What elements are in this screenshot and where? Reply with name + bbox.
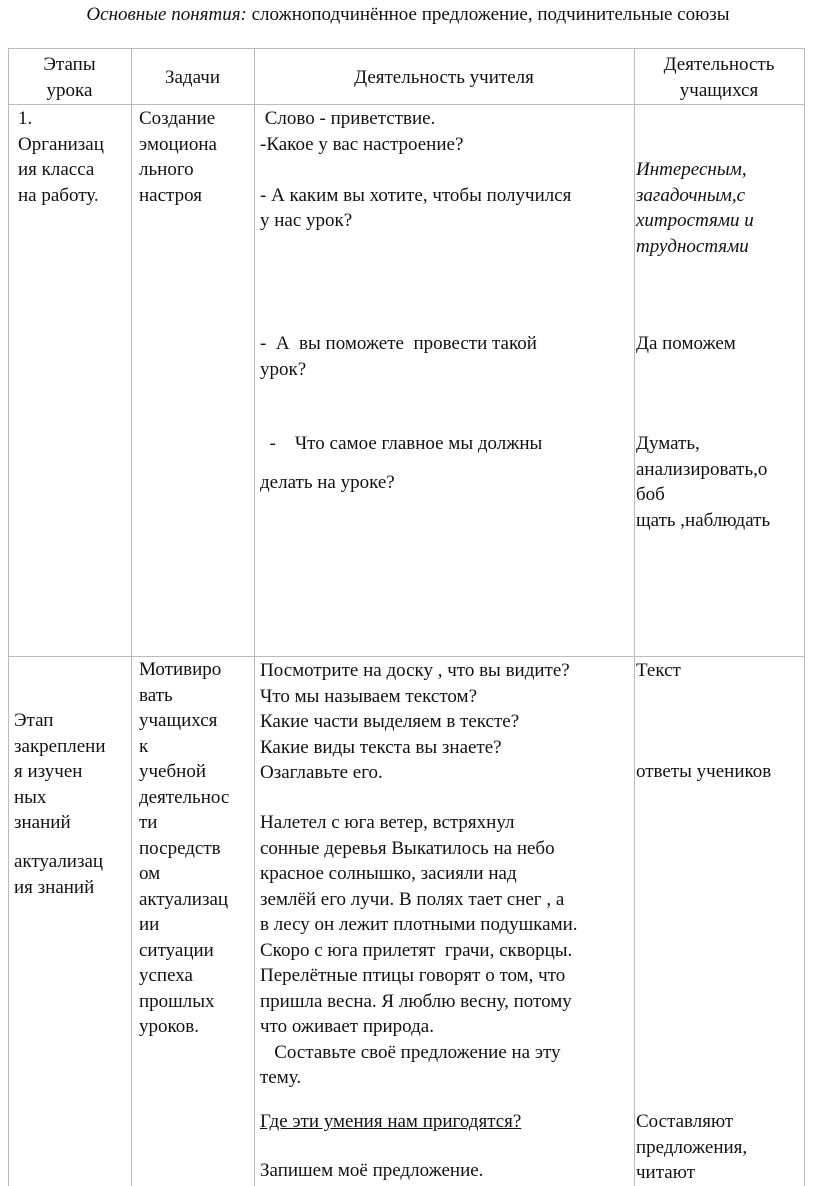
text-line: - А вы поможете провести такой bbox=[260, 333, 537, 354]
text-line: эмоциона bbox=[139, 133, 217, 155]
header-line: Этапы bbox=[43, 54, 96, 75]
text-line: прошлых bbox=[139, 990, 215, 1012]
row2-teacher-c: Где эти умения нам пригодятся? bbox=[260, 1111, 522, 1132]
text-line: успеха bbox=[139, 965, 193, 986]
row2-stage-b bbox=[14, 849, 103, 900]
table-border bbox=[8, 48, 805, 49]
table-border bbox=[8, 104, 805, 105]
text-line: Посмотрите на доску , что вы видите? bbox=[260, 660, 570, 681]
row1-teacher-a bbox=[260, 106, 571, 234]
table-border bbox=[634, 48, 635, 1186]
title-label: Основные понятия: bbox=[86, 4, 247, 25]
text-line: анализировать,о bbox=[636, 458, 768, 480]
text-line: землёй его лучи. В полях тает снег , а bbox=[260, 888, 565, 910]
text-line: деятельнос bbox=[139, 786, 230, 808]
text-line: актуализац bbox=[14, 851, 104, 872]
text-line: красное солнышко, засияли над bbox=[260, 863, 517, 884]
text-line: Мотивиро bbox=[139, 659, 222, 680]
row1-student-a bbox=[636, 157, 754, 259]
header-stages bbox=[8, 52, 131, 103]
row2-student-b: ответы учеников bbox=[636, 761, 772, 782]
text-line: трудностями bbox=[636, 235, 749, 257]
text-line: я изучен bbox=[14, 761, 83, 782]
text-line: Скоро с юга прилетят грачи, скворцы. bbox=[260, 939, 573, 961]
text-line: льного bbox=[139, 159, 194, 180]
text-line: загадочным,с bbox=[636, 184, 746, 206]
row1-teacher-b bbox=[260, 331, 537, 382]
table-border bbox=[8, 48, 9, 1186]
row2-task bbox=[139, 658, 229, 1041]
text-line bbox=[260, 157, 571, 183]
text-line: актуализац bbox=[139, 888, 229, 910]
text-line: Перелётные птицы говорят о том, что bbox=[260, 965, 566, 986]
text-line: Какие части выделяем в тексте? bbox=[260, 711, 520, 732]
text-line: щать ,наблюдать bbox=[636, 509, 771, 531]
text-line: пришла весна. Я люблю весну, потому bbox=[260, 990, 572, 1012]
text-line: сонные деревья Выкатилось на небо bbox=[260, 837, 555, 859]
text-line: 1. bbox=[18, 108, 33, 129]
text-line: Что мы называем текстом? bbox=[260, 685, 477, 707]
text-line: Слово - приветствие. bbox=[260, 108, 436, 129]
text-line: на работу. bbox=[18, 184, 99, 206]
text-line: учебной bbox=[139, 761, 206, 782]
table-border bbox=[131, 48, 132, 1186]
table-border bbox=[8, 656, 805, 657]
text-line: Думать, bbox=[636, 433, 700, 454]
row2-teacher-a bbox=[260, 658, 570, 786]
text-line: тему. bbox=[260, 1067, 302, 1088]
table-border bbox=[804, 48, 805, 1186]
row1-teacher-d: делать на уроке? bbox=[260, 472, 395, 493]
text-line: Налетел с юга ветер, встряхнул bbox=[260, 812, 515, 833]
row2-teacher-d: Запишем моё предложение. bbox=[260, 1160, 484, 1181]
text-line: к bbox=[139, 735, 149, 757]
row2-student-a: Текст bbox=[636, 660, 681, 681]
text-line: настроя bbox=[139, 184, 202, 206]
row1-student-b: Да поможем bbox=[636, 333, 736, 354]
text-line: знаний bbox=[14, 812, 71, 833]
row1-teacher-c: - Что самое главное мы должны bbox=[260, 433, 543, 454]
text-line: ия класса bbox=[18, 159, 95, 180]
row2-stage-a bbox=[14, 708, 106, 836]
header-line: урока bbox=[46, 79, 93, 101]
row2-student-c bbox=[636, 1109, 747, 1186]
text-line: закреплени bbox=[14, 735, 106, 757]
header-line: учащихся bbox=[679, 79, 759, 101]
text-line: предложения, bbox=[636, 1136, 748, 1158]
text-line: Озаглавьте его. bbox=[260, 762, 383, 783]
text-line: что оживает природа. bbox=[260, 1016, 434, 1037]
text-line: - А каким вы хотите, чтобы получился bbox=[260, 184, 572, 206]
text-line: ия знаний bbox=[14, 876, 95, 898]
text-line: Составляют bbox=[636, 1111, 734, 1132]
text-line: хитростями и bbox=[636, 210, 754, 231]
text-line: боб bbox=[636, 484, 665, 505]
text-line: ти bbox=[139, 812, 158, 833]
text-line: Какие виды текста вы знаете? bbox=[260, 736, 502, 758]
text-line: ии bbox=[139, 914, 160, 935]
text-line: у нас урок? bbox=[260, 210, 353, 231]
header-teacher: Деятельность учителя bbox=[354, 67, 534, 88]
text-line: Интересным, bbox=[636, 159, 747, 180]
text-line: учащихся bbox=[139, 710, 218, 731]
header-students bbox=[634, 52, 804, 103]
row2-teacher-b bbox=[260, 810, 578, 1091]
text-line: уроков. bbox=[139, 1016, 199, 1037]
row1-student-c bbox=[636, 431, 770, 533]
title-text: сложноподчинённое предложение, подчинительные союзы bbox=[251, 4, 730, 25]
document-title bbox=[0, 4, 816, 26]
table-border bbox=[254, 48, 255, 1186]
header-tasks: Задачи bbox=[164, 67, 220, 88]
text-line: Этап bbox=[14, 710, 54, 731]
text-line: ных bbox=[14, 786, 47, 808]
text-line: Организац bbox=[18, 133, 104, 155]
text-line: читают bbox=[636, 1162, 695, 1183]
text-line: в лесу он лежит плотными подушками. bbox=[260, 914, 578, 935]
text-line: -Какое у вас настроение? bbox=[260, 133, 464, 155]
header-line: Деятельность bbox=[663, 54, 775, 75]
row1-task bbox=[139, 106, 217, 208]
text-line: вать bbox=[139, 684, 173, 706]
text-line: урок? bbox=[260, 358, 307, 380]
text-line: посредств bbox=[139, 837, 221, 859]
text-line: Составьте своё предложение на эту bbox=[260, 1041, 561, 1063]
row1-stage bbox=[18, 106, 104, 208]
text-line: Создание bbox=[139, 108, 216, 129]
text-line: ом bbox=[139, 863, 161, 884]
text-line: ситуации bbox=[139, 939, 214, 961]
